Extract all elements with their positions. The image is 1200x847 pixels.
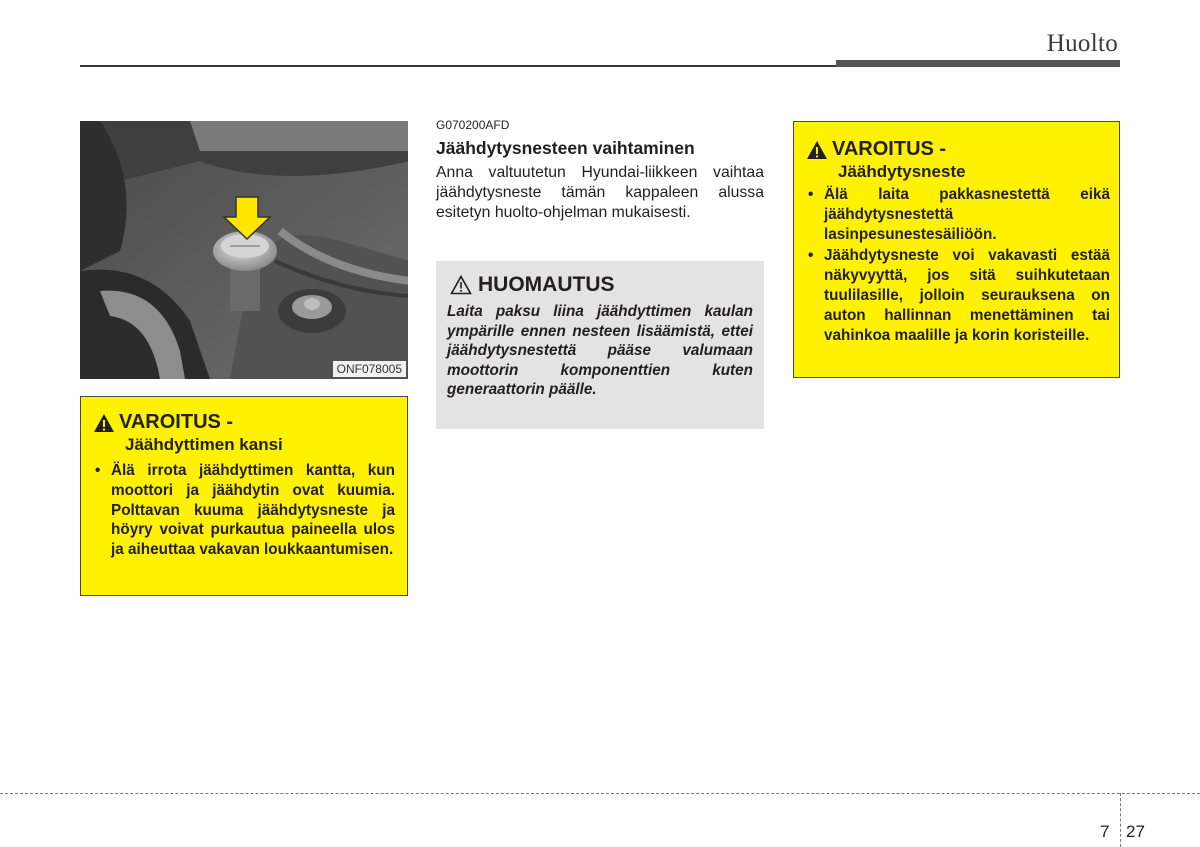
header-rule-thin [80,65,840,67]
warning-title: VAROITUS - [119,411,234,433]
warning-subtitle: Jäähdyttimen kansi [125,435,283,454]
section-title: Huolto [1046,30,1118,57]
notice-title: HUOMAUTUS [478,273,615,296]
photo-code: ONF078005 [333,361,406,377]
caution-triangle-icon [450,275,472,295]
footer-divider [1120,793,1121,847]
warning-bullet: • Älä irrota jäähdyttimen kantta, kun moottori ja jäähdytin ovat kuumia. Polttavan kuuma jäähdytysneste ja höyry voivat purkautua paineella ulos ja aiheuttaa vakavan loukkaantumisen. [89,461,395,560]
page-number: 27 [1126,822,1145,841]
header-rule-thick [836,60,1120,67]
warning-bullets [89,461,395,560]
radiator-cap-photo [80,121,408,379]
notice-box [436,261,764,429]
section-code: G070200AFD [436,118,510,132]
section-paragraph: Anna valtuutetun Hyundai-liikkeen vaihtaa jäähdytysneste tämän kappaleen alussa esitetyn huolto-ohjelman mukaisesti. [436,164,764,221]
warning-bullet: • Älä laita pakkasnestettä eikä jäähdytysnestettä lasinpesunestesäiliöön. [802,185,1110,244]
warning-box-radiator-cap [80,396,408,596]
warning-box-coolant [793,121,1120,378]
warning-subtitle: Jäähdytysneste [838,162,966,181]
chapter-number: 7 [1100,822,1110,841]
warning-title: VAROITUS - [832,138,947,160]
section-heading: Jäähdytysnesteen vaihtaminen [436,138,695,158]
warning-triangle-icon [93,413,115,433]
coolant-change-section [436,118,764,223]
warning-bullets [802,185,1110,345]
footer-rule [0,793,1200,794]
warning-triangle-icon [806,140,828,160]
notice-text: Laita paksu liina jäähdyttimen kaulan ympärille ennen nesteen lisäämistä, ettei jäähdytysnestettä pääse valumaan moottorin komponenttien kuten generaattorin päälle. [447,303,753,398]
warning-bullet: • Jäähdytysneste voi vakavasti estää näkyvyyttä, jos sitä suihkutetaan tuulilasille, jolloin seurauksena on auton hallinnan menettäminen tai vahinkoa maalille ja korin koristeille. [802,246,1110,345]
